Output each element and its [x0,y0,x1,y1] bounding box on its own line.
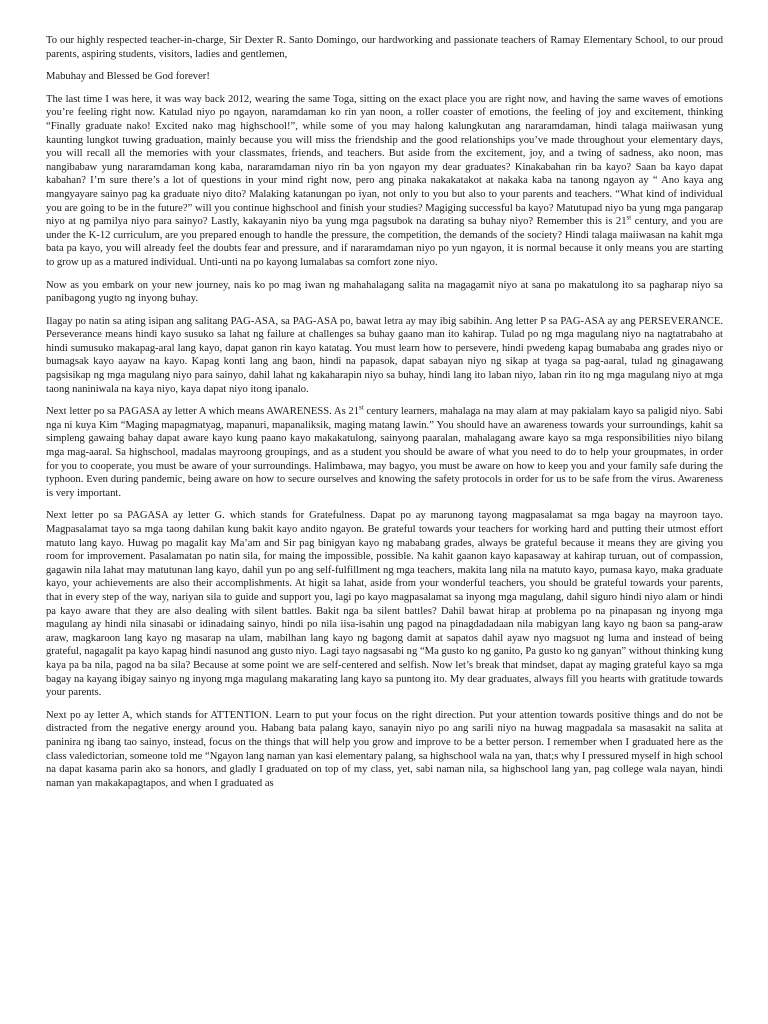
perseverance-paragraph: Ilagay po natin sa ating isipan ang salitang PAG-ASA, sa PAG-ASA po, bawat letra ay may ibig sabihin. Ang letter P sa PAG-ASA ay ang PERSEVERANCE. Perseverance means hindi kayo susuko sa lahat ng failure at challenges sa buhay gaano man ito kahirap. Tulad po ng mga magulang niyo na nagtatrabaho at hindi sumusuko makapag-aral lang kayo, dapat ganon rin kayo katatag. You must learn how to persevere, hindi pwedeng kapag bumababa ang grades niyo or bumagsak kayo aayaw na kayo. Kapag konti lang ang baon, hindi na papasok, dapat sabayan niyo ng sikap at tyaga sa pag-aaral, tulad ng ginagawang pagsisikap ng mga magulang niyo para sainyo, dahil lahat ng kakaharapin niyo sa buhay, hindi lang ito laban niyo, laban rin ito ng mga magulang niyo at mga taong naniniwala na kaya niyo, kaya dapat niyo itong ipanalo. [46,315,723,395]
introduction-text-part-2: century, and you are under the K-12 curriculum, are you prepared enough to handle the pressure, the competition, the demands of the society? Hindi talaga maiiwasan na kahit mga bata pa kayo, you will already feel the doubts fear and pressure, and if nararamdaman niyo po yun ngayon, it is normal because it only means you are starting to grow up as a matured individual. Unti-unti na po kayong lumalabas sa comfort zone niyo. [46,216,723,268]
awareness-text-part-2: century learners, mahalaga na may alam at may pakialam kayo sa paligid niyo. Sabi nga ni kuya Kim “Maging mapagmatyag, mapanuri, mapanaliksik, maging matang lawin.” You should have an awareness towards your surroundings, kahit sa simpleng gawaing bahay dapat aware kayo kung paano kayo makakatulong, sainyong paaralan, mahalagang aware kayo sa mga responsibilities niyo bilang mga mag-aaral. Sa highschool, madalas mayroong groupings, and as a student you should be aware of what you need to do to help your groupmates, in order for you to cooperate, you must be aware of your surroundings. Halimbawa, may bagyo, you must be aware on how to keep you and your family safe during the typhoon. Even during pandemic, being aware on how to secure ourselves and knowing the safety protocols in order for us to be safe from the virus. Awareness is very important. [46,406,723,499]
journey-paragraph: Now as you embark on your new journey, nais ko po mag iwan ng mahahalagang salita na magagamit niyo at sana po makatulong ito sa pagharap niyo sa panibagong yugto ng inyong buhay. [46,279,723,305]
introduction-text-part-1: The last time I was here, it was way back 2012, wearing the same Toga, sitting on the exact place you are right now, and having the same waves of emotions you’re feeling right now. Katulad niyo po ngayon, naramdaman ko rin yan noon, a roller coaster of emotions, the feeling of joy and excitement, thinking “Finally graduate nako! Excited nako mag highschool!”, while some of you may halong kalungkutan ang nararamdaman, hindi talaga maiiwasan yung kaunting lungkot tuwing graduation, mainly because you will miss the friendship and the good relationships you’ve made throughout your elementary days, you will recall all the memories with your classmates, friends, and teachers. But aside from the excitement, joy, and a twing of sadness, ako noon, mas nangibabaw yung nararamdaman kong kaba, nararamdaman niyo rin ba yon ngayon my dear graduates? Kinakabahan rin ba kayo? Saan ba kayo dapat kabahan? I’m sure there’s a lot of questions in your mind right now, pero ang pinaka nakakatakot at nakaka kaba na tanong ngayon ay “ Ano kaya ang mangyayare sainyo pag ka graduate niyo dito? Malaking katanungan po iyan, not only to you but also to your parents and teachers. “What kind of individual you are going to be in the future?” will you continue highschool and finish your studies? Magiging successful ba kayo? Matutupad niyo ba yung mga pangarap niyo at ng pamilya niyo para sainyo? Lastly, kakayanin niyo ba yung mga pagsubok na darating sa buhay niyo? Remember this is 21 [46,93,723,228]
introduction-paragraph [46,93,723,270]
ordinal-suffix: st [626,213,632,222]
greeting-paragraph: Mabuhay and Blessed be God forever! [46,71,210,83]
awareness-paragraph [46,405,723,500]
ordinal-suffix: st [359,403,364,412]
attention-paragraph: Next po ay letter A, which stands for ATTENTION. Learn to put your focus on the right direction. Put your attention towards positive things and do not be distracted from the negative energy around you. Habang bata palang kayo, sanayin niyo po ang sarili niyo na huwag magpadala sa masasakit na salita at paninira ng ibang tao sainyo, instead, focus on the things that will help you grow and improve to be a better person. I remember when I graduated here as the class valedictorian, someone told me “Ngayon lang naman yan kasi elementary palang, sa highschool wala na yan, that;s why I pressured myself in high school na dapat kasama parin ako sa honors, and gladly I graduated on top of my class, yet, sabi naman nila, sa highschool lang yan, pag college wala nayan, hindi naman yan makakapagtapos, and when I graduated as [46,709,723,789]
speech-document [46,34,723,790]
gratefulness-paragraph: Next letter po sa PAGASA ay letter G. which stands for Gratefulness. Dapat po ay marunong tayong magpasalamat sa mga bagay na mayroon tayo. Magpasalamat tayo sa mga taong dahilan kung bakit kayo andito ngayon. Be grateful towards your teachers for working hard and putting their utmost effort matuto lang kayo. Huwag po magalit kay Ma’am and Sir pag binigyan kayo ng mababang grades, always be grateful because it means they are giving you room for improvement. Pasalamatan po natin sila, for maing the impossible, possible. Na kahit gaanon kayo kapasaway at kahirap turuan, out of compassion, gagawin nila lahat may matutunan lang kayo, dahil yun po ang self-fulfillment ng mga teachers, makita lang nila na matuto kayo, pumasa kayo, maka graduate kayo, your achievements are also their accomplishments. At higit sa lahat, aside from your wonderful teachers, you should be grateful towards your parents, that in every step of the way, nariyan sila to guide and support you, lagi po kayo magpasalamat sa inyong mga magulang, dahil siguro hindi niyo alam or hindi pa kayo aware that they are also dealing with silent battles. Bakit nga ba silent battles? Dahil bawat hirap at problema po na pinapasan ng inyong mga magulang ay hindi nila sinasabi or idinadaing sainyo, hindi po nila iisa-isahin ung pagod na pinagdadadaan nila mabigyan lang kayo ng baon sa pang-araw araw, magkaroon lang kayo ng masarap na ulam, mabilhan lang kayo ng bagong damit at sapatos dahil ayaw nyo magsuot ng luma and instead of being grateful, nagagalit pa kayo kapag hindi nasunod ang gusto niyo. Lagi tayo nagsasabi ng “Ma gusto ko ng ganito, Pa gusto ko ng ganyan” without thinking kung kaya pa ba nila, pagod na ba sila? Because at some point we are self-centered and selfish. Now let’s break that mindset, dapat ay maging grateful kayo sa mga bagay na kayang ibigay sainyo ng inyong mga magulang makarating lang kayo sa puntong ito. My dear graduates, always fill you hearts with gratitude towards your parents. [46,510,723,699]
awareness-text-part-1: Next letter po sa PAGASA ay letter A which means AWARENESS. As 21 [46,406,360,418]
salutation-paragraph: To our highly respected teacher-in-charge, Sir Dexter R. Santo Domingo, our hardworking and passionate teachers of Ramay Elementary School, to our proud parents, aspiring students, visitors, ladies and gentlemen, [46,35,723,60]
